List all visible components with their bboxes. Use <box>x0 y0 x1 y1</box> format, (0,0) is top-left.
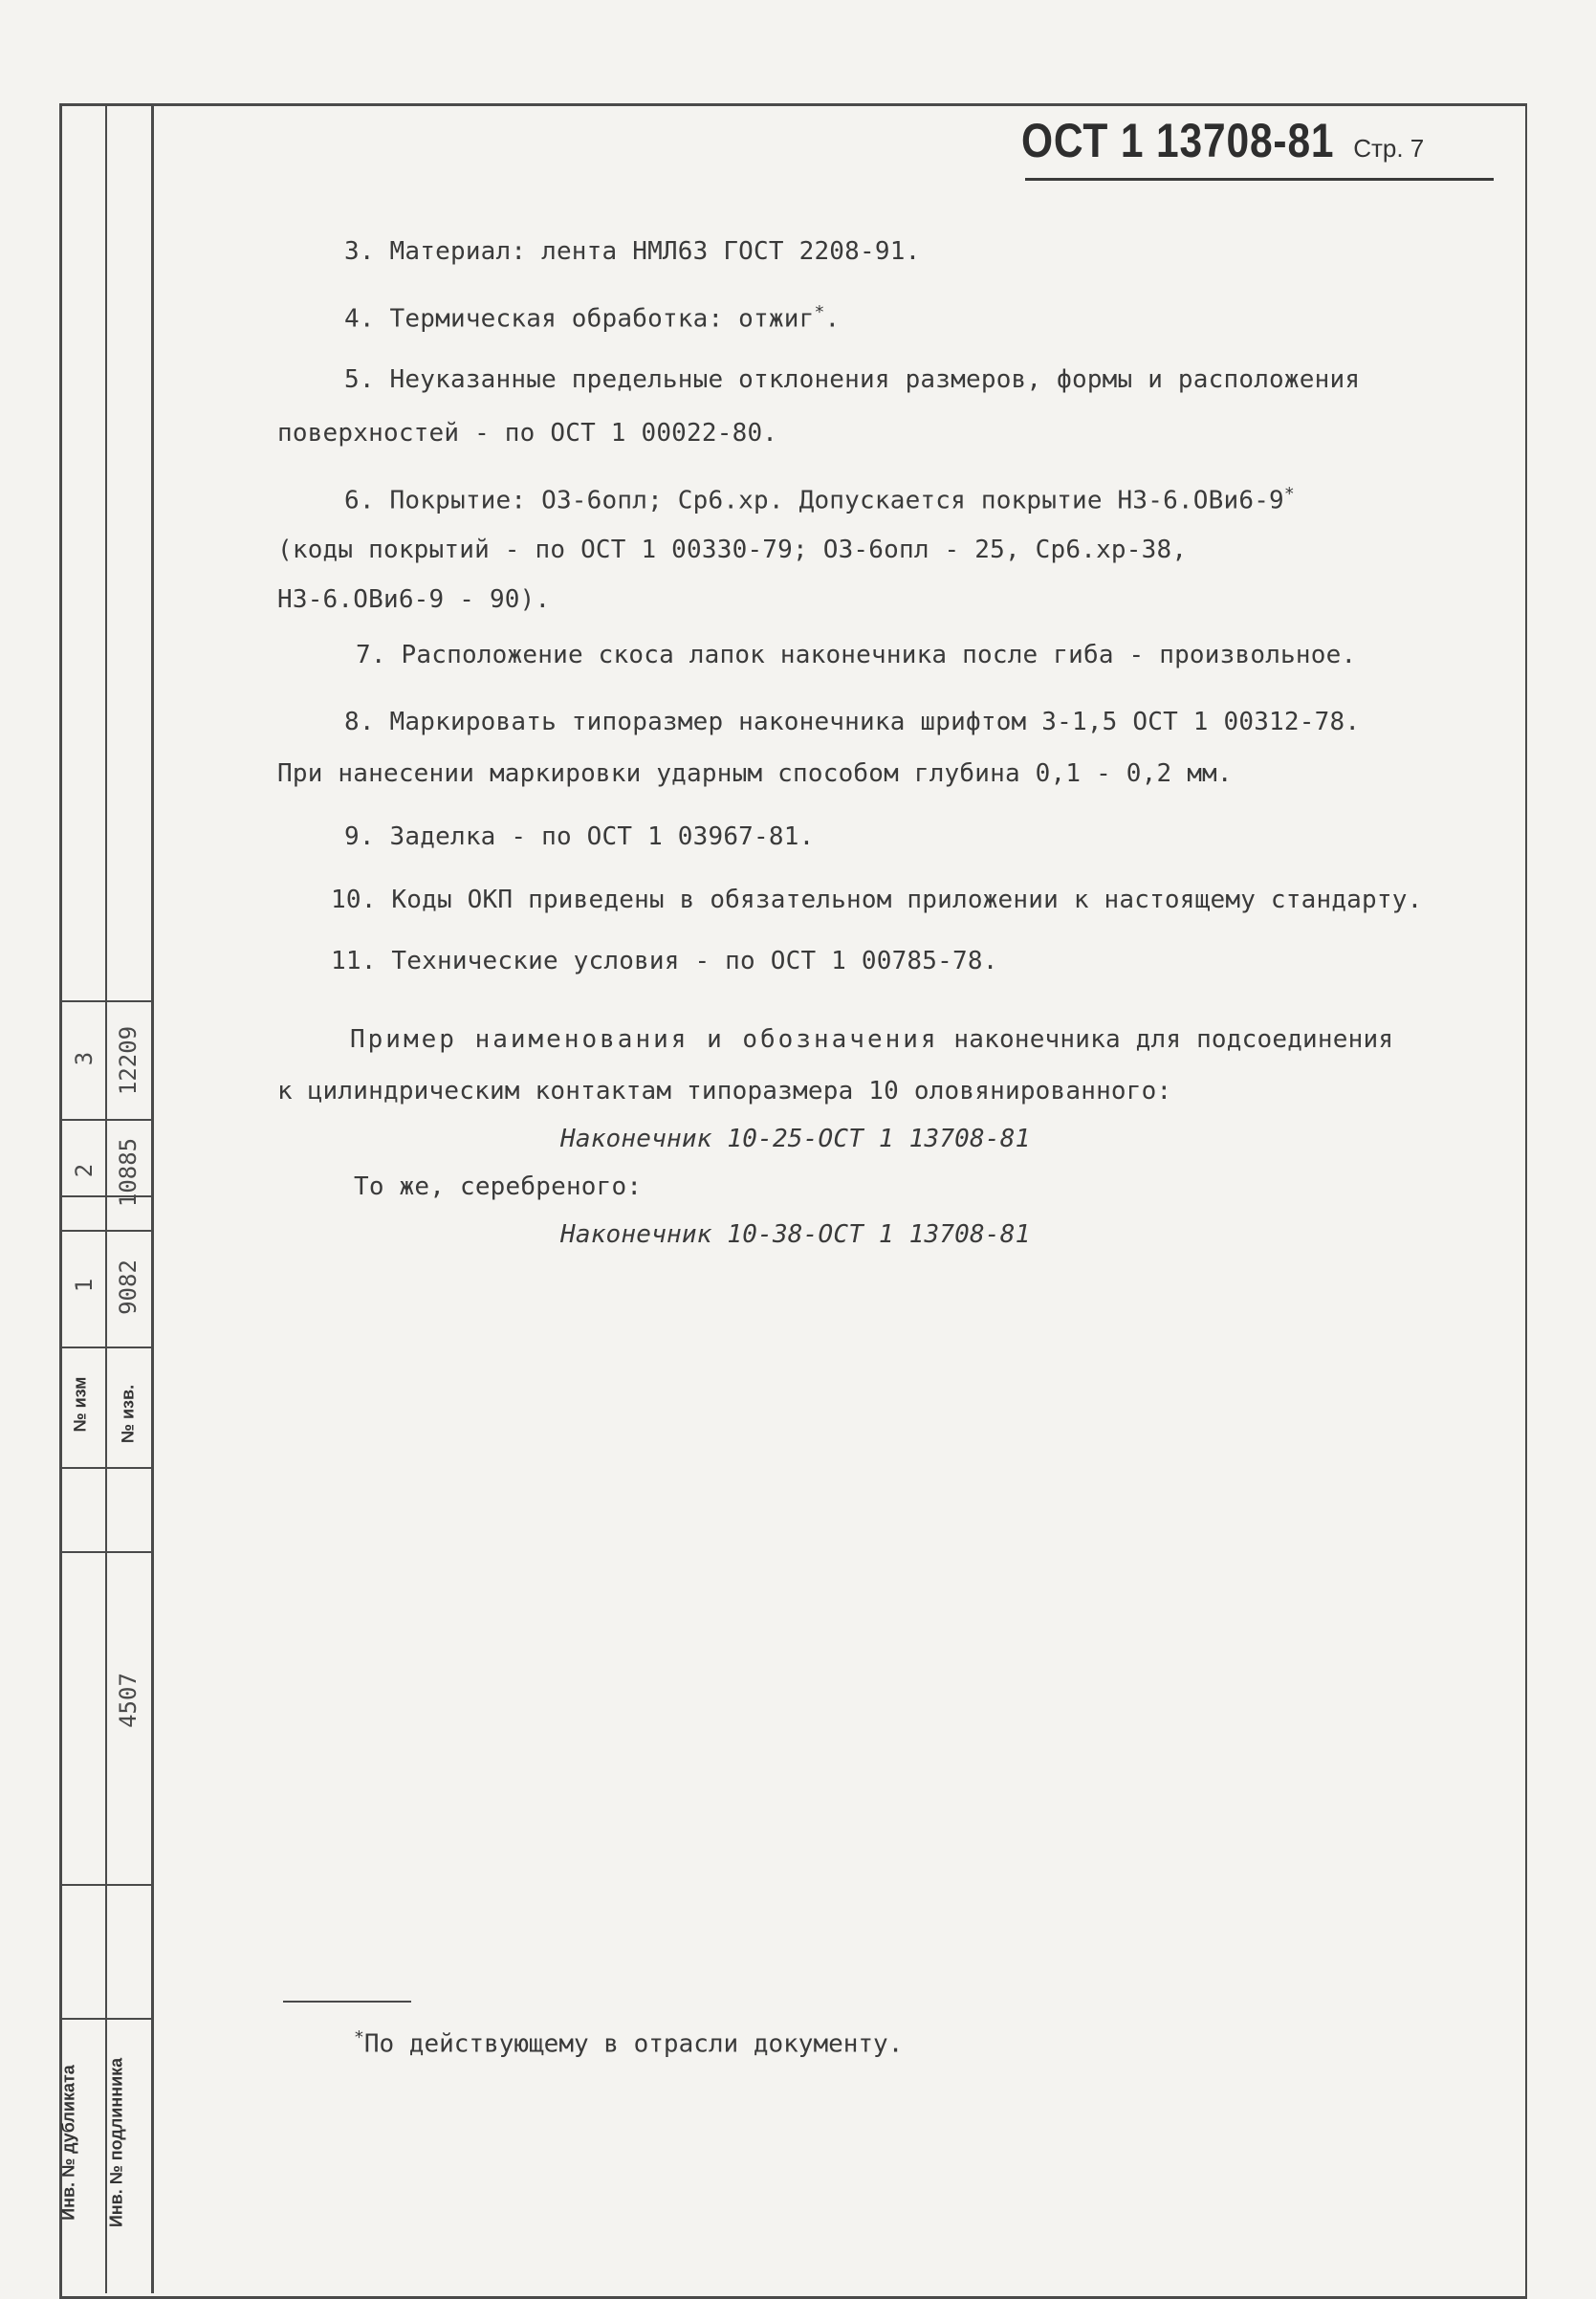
stamp-rule <box>59 1000 153 1002</box>
same-silver: То же, серебреного: <box>354 1172 643 1201</box>
change-number-1: 1 <box>71 1278 98 1293</box>
stamp-column-divider <box>105 103 107 2293</box>
footnote-mark: * <box>814 302 825 322</box>
item-5-line-2: поверхностей - по ОСТ 1 00022-80. <box>277 419 778 448</box>
item-4-end: . <box>824 304 841 334</box>
label-dup-inv: Инв. № дубликата <box>58 2065 78 2221</box>
footnote <box>354 2027 903 2059</box>
item-6-line-1 <box>344 484 1295 515</box>
footnote-text: По действующему в отрасли документу. <box>363 2029 904 2059</box>
item-4-text: 4. Термическая обработка: отжиг <box>344 304 815 334</box>
label-orig-inv: Инв. № подлинника <box>106 2057 126 2228</box>
footnote-mark: * <box>354 2027 364 2047</box>
example-line-2: к цилиндрическим контактам типоразмера 10 оловянированного: <box>277 1077 1172 1106</box>
item-8-line-1: 8. Маркировать типоразмер наконечника шрифтом 3-1,5 ОСТ 1 00312-78. <box>344 708 1361 736</box>
change-number-3: 3 <box>71 1051 98 1066</box>
notice-number-3: 12209 <box>115 1025 142 1096</box>
item-7: 7. Расположение скоса лапок наконечника после гиба - произвольное. <box>356 641 1357 669</box>
document-code: ОСТ 1 13708-81 <box>1021 114 1335 167</box>
example-spaced: Пример наименования и обозначения <box>350 1025 939 1054</box>
page-number: Стр. 7 <box>1353 134 1425 163</box>
item-9: 9. Заделка - по ОСТ 1 03967-81. <box>344 822 815 851</box>
example-line-1 <box>350 1025 1393 1054</box>
item-6-text: 6. Покрытие: О3-6опл; Ср6.хр. Допускается покрытие Н3-6.ОВи6-9 <box>344 486 1284 515</box>
item-4 <box>344 302 840 334</box>
label-notice-no: № изв. <box>118 1384 138 1444</box>
footnote-rule <box>283 2001 411 2003</box>
item-8-line-2: При нанесении маркировки ударным способом глубина 0,1 - 0,2 мм. <box>277 759 1233 788</box>
footnote-mark: * <box>1283 484 1295 504</box>
example-rest: наконечника для подсоединения <box>953 1025 1394 1054</box>
stamp-rule <box>59 2018 153 2020</box>
stamp-rule <box>59 1467 153 1469</box>
notice-number-1: 9082 <box>115 1259 142 1315</box>
page-header <box>1021 113 1424 168</box>
label-change-no: № изм <box>70 1376 90 1433</box>
item-10: 10. Коды ОКП приведены в обязательном приложении к настоящему стандарту. <box>331 886 1423 914</box>
stamp-rule <box>59 1347 153 1348</box>
item-11: 11. Технические условия - по ОСТ 1 00785-78. <box>331 947 998 975</box>
item-5-line-1: 5. Неуказанные предельные отклонения размеров, формы и расположения <box>344 365 1361 394</box>
item-3: 3. Материал: лента НМЛ63 ГОСТ 2208-91. <box>344 237 921 266</box>
designation-2: Наконечник 10-38-ОСТ 1 13708-81 <box>560 1220 1031 1249</box>
notice-number-2: 10885 <box>115 1137 142 1208</box>
item-6-line-2: (коды покрытий - по ОСТ 1 00330-79; О3-6опл - 25, Ср6.хр-38, <box>277 536 1188 564</box>
header-underline <box>1025 178 1494 181</box>
inventory-value: 4507 <box>115 1673 142 1728</box>
content-border <box>151 103 154 2293</box>
designation-1: Наконечник 10-25-ОСТ 1 13708-81 <box>560 1125 1031 1153</box>
stamp-rule <box>59 1884 153 1886</box>
change-number-2: 2 <box>71 1163 98 1178</box>
stamp-rule <box>59 1230 153 1232</box>
stamp-rule <box>59 1551 153 1553</box>
item-6-line-3: Н3-6.ОВи6-9 - 90). <box>277 585 551 614</box>
